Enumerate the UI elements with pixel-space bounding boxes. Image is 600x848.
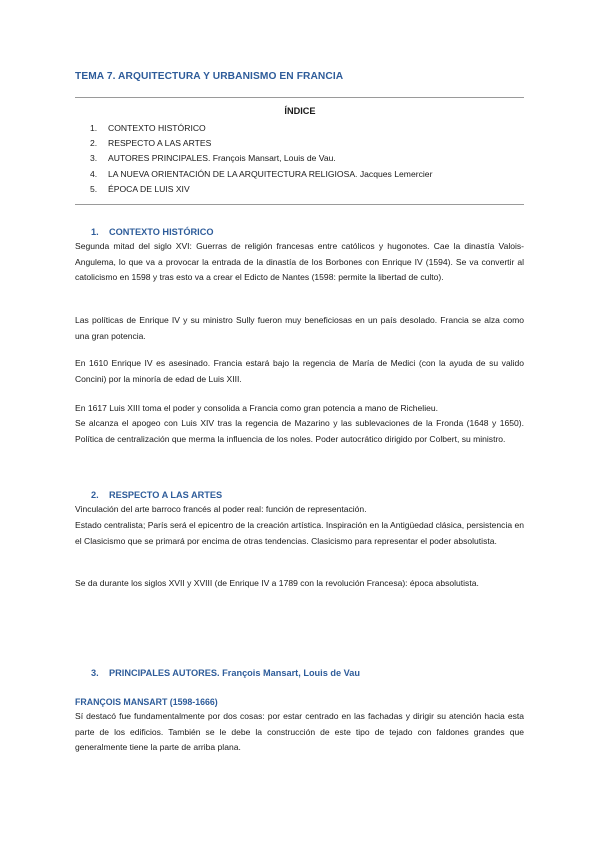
paragraph: Estado centralista; París será el epicentro de la creación artística. Inspiración en la Antigüedad clásica, persistencia en el Clasicismo que se primará por encima de otras tendencias. Clasicismo para representar el poder absolutista. [75,520,524,546]
paragraph: Vinculación del arte barroco francés al poder real: función de representación. [75,504,367,514]
paragraph: En 1617 Luis XIII toma el poder y consolida a Francia como gran potencia a mano de Richelieu. [75,403,438,413]
toc-item-text: AUTORES PRINCIPALES. François Mansart, Louis de Vau. [108,153,336,164]
toc-item-text: LA NUEVA ORIENTACIÓN DE LA ARQUITECTURA RELIGIOSA. Jacques Lemercier [108,168,433,179]
paragraph: Segunda mitad del siglo XVI: Guerras de religión francesas entre católicos y hugonotes. Cae la dinastía Valois-Angulema, lo que va a provocar la entrada de la dinastía de los Borbones con Enrique IV (1594). Se va convertir al catolicismo en 1598 y tras esto va a crear el Edicto de Nantes (1598: permite la libertad de culto). [75,241,524,282]
toc-item [90,121,432,136]
toc-item-number: 1. [90,123,98,133]
section-title: RESPECTO A LAS ARTES [109,490,223,500]
paragraph: Se alcanza el apogeo con Luis XIV tras la regencia de Mazarino y las sublevaciones de la Fronda (1648 y 1650). Política de centralización que merma la influencia de los noles. Poder autocrático dirigido por Colbert, su ministro. [75,418,524,444]
section-number: 3. [91,668,99,678]
section-heading [91,668,360,678]
toc-title: ÍNDICE [284,106,316,116]
paragraph: Se da durante los siglos XVII y XVIII (de Enrique IV a 1789 con la revolución Francesa): época absolutista. [75,578,479,588]
paragraph: Sí destacó fue fundamentalmente por dos cosas: por estar centrado en las fachadas y dirigir su atención hacia esta parte de los edificios. También se le debe la construcción de este tipo de tejado con faldones grandes que generalmente tiene la parte de arriba plana. [75,711,524,752]
table-of-contents [90,121,432,197]
toc-item [90,167,432,182]
section-heading [91,490,222,500]
toc-item-text: RESPECTO A LAS ARTES [108,138,212,149]
toc-item-text: ÉPOCA DE LUIS XIV [108,183,190,194]
section-title: CONTEXTO HISTÓRICO [109,227,214,237]
divider [75,204,524,205]
toc-item-number: 5. [90,183,98,194]
toc-item [90,182,432,197]
section-number: 1. [91,227,99,237]
toc-item [90,151,432,166]
paragraph: Las políticas de Enrique IV y su ministro Sully fueron muy beneficiosas en un país desolado. Francia se alza como una gran potencia. [75,315,524,341]
paragraph: En 1610 Enrique IV es asesinado. Francia estará bajo la regencia de María de Medici (con la ayuda de su valido Concini) por la minoría de edad de Luis XIII. [75,358,524,384]
section-title: PRINCIPALES AUTORES. François Mansart, Louis de Vau [109,668,361,678]
toc-item-number: 4. [90,168,98,179]
toc-item-number: 3. [90,153,98,164]
toc-item-text: CONTEXTO HISTÓRICO [108,123,206,133]
subsection-heading: FRANÇOIS MANSART (1598-1666) [75,697,218,707]
toc-item [90,136,432,151]
document-title: TEMA 7. ARQUITECTURA Y URBANISMO EN FRANCIA [75,71,344,82]
section-heading [91,227,213,237]
toc-item-number: 2. [90,138,98,149]
section-number: 2. [91,490,99,500]
divider [75,97,524,98]
